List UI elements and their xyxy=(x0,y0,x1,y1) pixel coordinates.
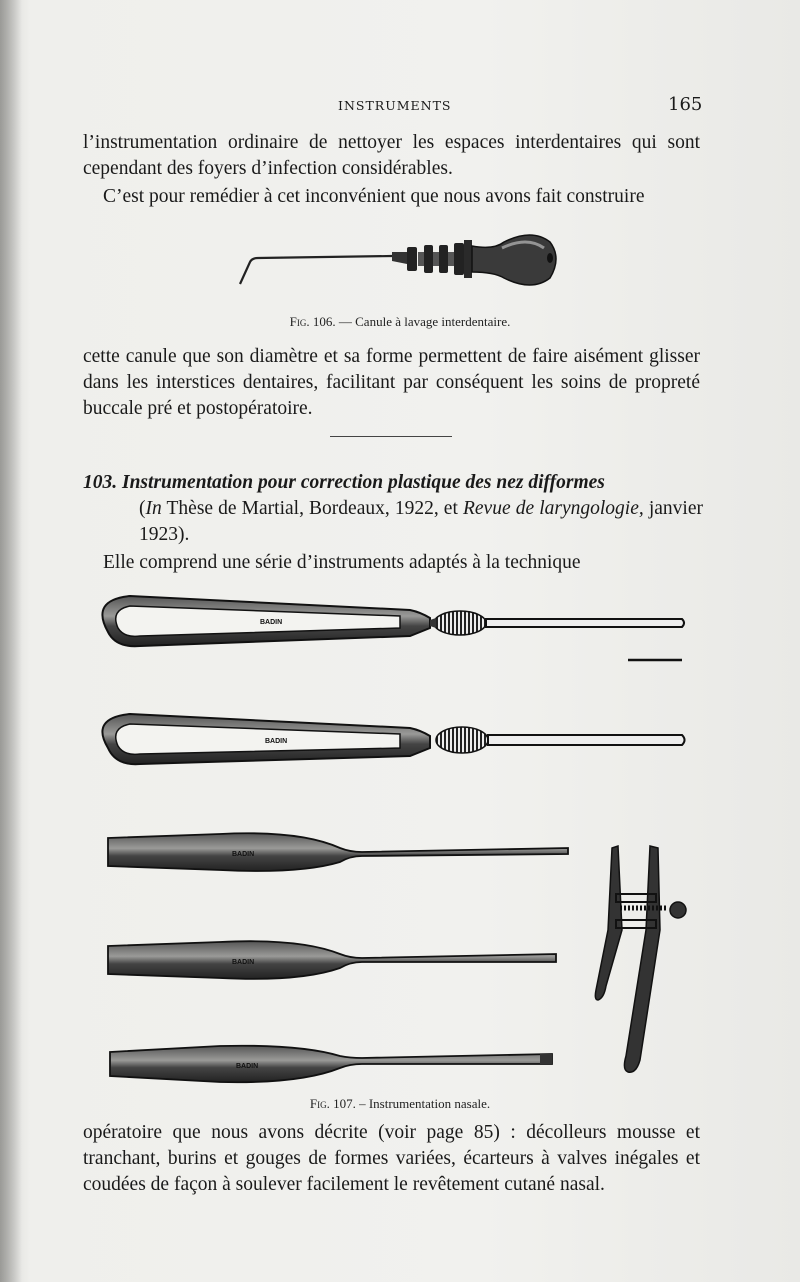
paragraph-2: C’est pour remédier à cet inconvénient que nous avons fait construire xyxy=(103,186,645,207)
page-number: 165 xyxy=(668,94,703,115)
running-head-title: INSTRUMENTS xyxy=(338,98,452,113)
maker-mark-4: BADIN xyxy=(232,959,255,966)
gouge xyxy=(110,1046,552,1083)
interdental-cannula-figure xyxy=(232,228,562,298)
figure-107-label: Fig. 107. xyxy=(309,1096,356,1111)
ref-open: ( xyxy=(139,498,146,519)
maker-mark-5: BADIN xyxy=(236,1063,259,1070)
page-gutter-shadow xyxy=(0,0,22,1282)
section-103-heading xyxy=(83,470,703,548)
paragraph-5: opératoire que nous avons décrite (voir page 85) : décolleurs mousse et tranchant, burins et gouges de formes variées, écarteurs à valves inégales et coudées de façon à soulever facilement le revêtement cutané nasal. xyxy=(83,1122,700,1195)
paragraph-1: l’instrumentation ordinaire de nettoyer les espaces interdentaires qui sont cependant des foyers d’infection considérables. xyxy=(83,132,700,179)
section-reference xyxy=(83,496,703,548)
figure-106-dash: — xyxy=(338,314,352,329)
paragraph-4: Elle comprend une série d’instruments adaptés à la technique xyxy=(103,552,581,573)
nasal-instruments-figure xyxy=(100,590,700,1080)
chisel-2 xyxy=(108,941,556,979)
figure-106-label: Fig. 106. xyxy=(289,314,336,329)
figure-106-caption xyxy=(0,314,800,330)
maker-mark-2: BADIN xyxy=(265,738,288,745)
ref-journal: Revue de laryngologie, xyxy=(462,498,644,519)
ref-date: janvier 1923). xyxy=(139,498,703,545)
maker-mark-1: BADIN xyxy=(260,619,283,626)
section-title: Instrumentation pour correction plastique des nez difformes xyxy=(122,472,605,493)
figure-106-caption-text: Canule à lavage interdentaire. xyxy=(355,314,511,329)
running-head xyxy=(0,94,800,118)
paragraph-3: cette canule que son diamètre et sa forme permettent de faire aisément glisser dans les interstices dentaires, facilitant par conséquent les soins de propreté buccale pré et postopératoire. xyxy=(83,346,700,419)
chisel-1 xyxy=(108,833,568,871)
ref-thesis: Thèse de Martial, Bordeaux, 1922, et xyxy=(161,498,463,519)
nasal-retractor xyxy=(595,846,686,1072)
elevator-sharp xyxy=(102,714,684,764)
figure-107-dash: – xyxy=(359,1096,366,1111)
figure-107-caption xyxy=(0,1096,800,1112)
elevator-blunt xyxy=(102,596,684,646)
section-divider xyxy=(330,436,452,437)
maker-mark-3: BADIN xyxy=(232,851,255,858)
ref-in: In xyxy=(145,498,162,519)
section-number: 103. xyxy=(83,472,118,493)
figure-107-caption-text: Instrumentation nasale. xyxy=(368,1096,491,1111)
